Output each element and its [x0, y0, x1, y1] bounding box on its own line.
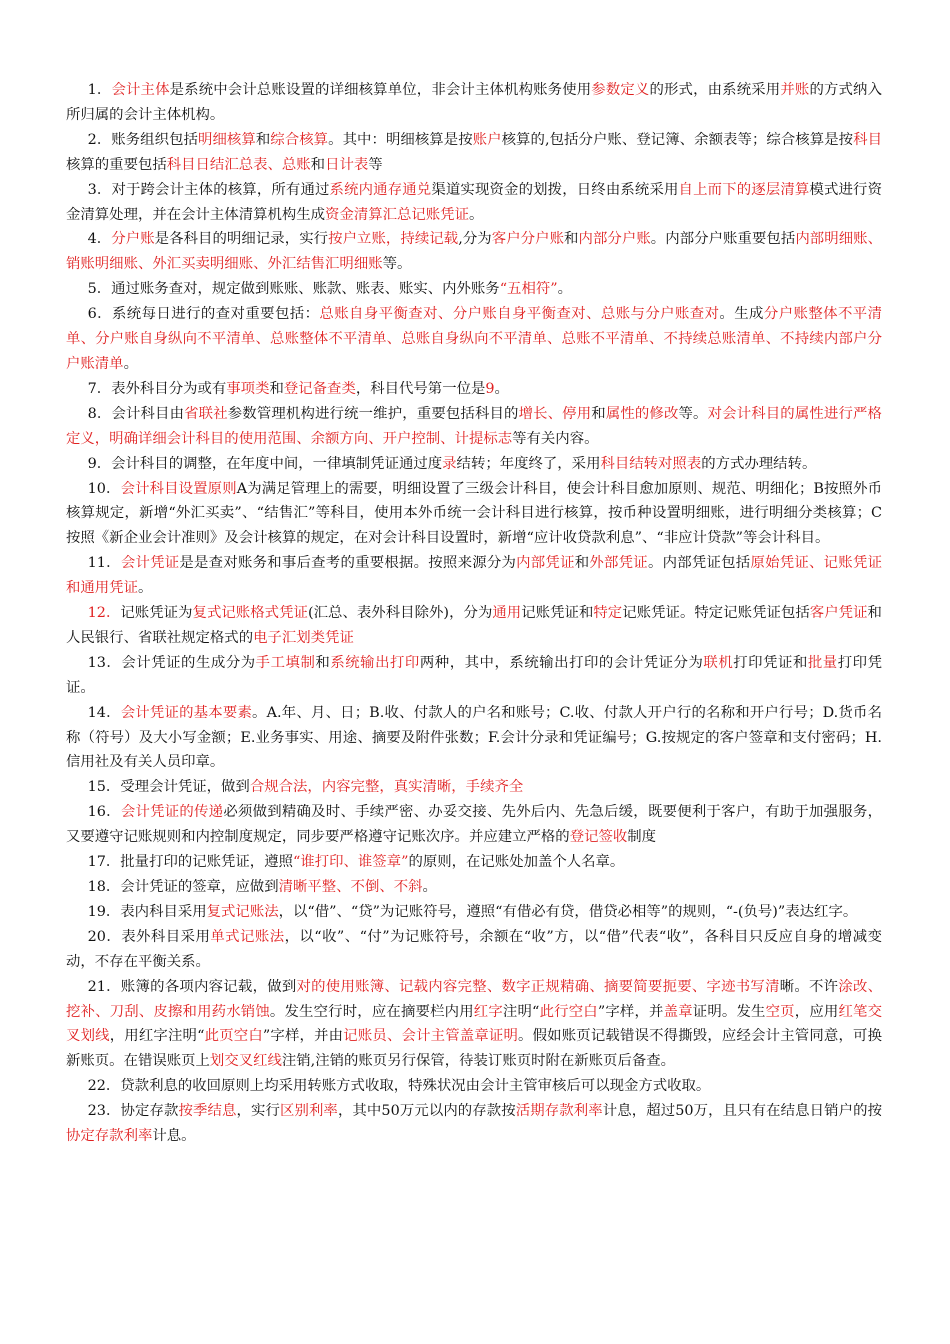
highlight-text: 客户分户账	[491, 231, 565, 248]
paragraph-18	[66, 875, 882, 900]
body-text: 16．	[87, 804, 121, 821]
body-text: 等有关内容。	[512, 430, 599, 447]
body-text: 计息，超过50万，且只有在结息日销户的按	[602, 1103, 882, 1120]
body-text: 23．协定存款	[87, 1103, 179, 1120]
body-text: 。	[494, 380, 509, 397]
highlight-text: 内部明细账、销账明细账、外汇买卖明细账、外汇结售汇明细账	[66, 231, 882, 273]
paragraph-17	[66, 850, 882, 875]
paragraph-22	[66, 1074, 882, 1099]
highlight-text: 对的使用账簿、记载内容完整、数字正规精确、摘要简要扼要、字迹书写清	[296, 978, 780, 995]
paragraph-21	[66, 975, 882, 1075]
body-text: 。假如账页记载错误不得撕毁，应经会计主管同意，可换新账页。在错误账页上	[66, 1028, 882, 1070]
highlight-text: 复式记账法	[206, 903, 279, 920]
highlight-text: 综合核算	[270, 131, 329, 148]
body-text: 计息。	[152, 1128, 196, 1145]
body-text: 两种，其中，系统输出打印的会计凭证分为	[419, 654, 704, 671]
highlight-text: 划交叉红线	[209, 1053, 282, 1070]
body-text: 10．	[87, 480, 121, 497]
highlight-text: “五相符”	[499, 281, 558, 298]
highlight-text: 客户凭证	[809, 605, 868, 622]
body-text: ，用红字注明“	[109, 1028, 205, 1045]
body-text: 和	[574, 555, 590, 572]
body-text: 5．通过账务查对，规定做到账账、账款、账表、账实、内外账务	[87, 281, 500, 298]
body-text: 和	[310, 156, 326, 173]
paragraph-14	[66, 701, 882, 776]
highlight-text: 事项类	[226, 380, 270, 397]
paragraph-11	[66, 551, 882, 601]
body-text: ，以“收”、“付”为记账符号，余额在“收”方，以“借”代表“收”，各科目只反应自身的增减变动，不存在平衡关系。	[66, 928, 882, 970]
body-text: 。A.年、月、日；B.收、付款人的户名和账号；C.收、付款人开户行的名称和开户行号；D.货币名称（符号）及大小写金额；E.业务事实、用途、摘要及附件张数；F.会计分录和凭证编号；G.按规定的客户签章和支付密码；H.信用社及有关人员印章。	[66, 704, 882, 771]
highlight-text: 内部分户账	[578, 231, 651, 248]
highlight-text: 记账员、会计主管盖章证明	[343, 1028, 519, 1045]
body-text: 。	[137, 580, 153, 597]
document-page	[66, 78, 882, 1149]
highlight-text: 登记签收	[569, 829, 628, 846]
body-text: 。生成	[719, 306, 764, 323]
body-text: 等	[368, 156, 383, 173]
body-text: (汇总、表外科目除外)，分为	[307, 605, 493, 622]
body-text: 13．会计凭证的生成分为	[87, 654, 256, 671]
body-text: 9．会计科目的调整，在年度中间，一律填制凭证通过度	[87, 455, 443, 472]
body-text: 22．贷款利息的收回原则上均采用转账方式收取，特殊状况由会计主管审核后可以现金方式收取。	[87, 1078, 711, 1095]
highlight-text: 盖章	[663, 1003, 693, 1020]
paragraph-5	[66, 277, 882, 302]
highlight-text: 会计凭证的基本要素	[120, 704, 253, 721]
paragraph-16	[66, 800, 882, 850]
body-text: 7．表外科目分为或有	[87, 380, 227, 397]
highlight-text: 并账	[780, 82, 810, 98]
highlight-text: 日计表	[325, 156, 369, 173]
body-text: ”字样，并由	[262, 1028, 344, 1045]
highlight-text: 联机	[703, 654, 734, 671]
highlight-text: 空页	[765, 1003, 795, 1020]
highlight-text: 分户账	[111, 231, 155, 248]
highlight-text: 电子汇划类凭证	[253, 629, 354, 646]
highlight-text: 系统内通存通兑	[329, 181, 432, 198]
highlight-text: 参数定义	[591, 82, 650, 98]
body-text: ，实行	[236, 1103, 280, 1120]
highlight-text: 此页空白	[204, 1028, 263, 1045]
highlight-text: 红笔交叉划线	[66, 1003, 882, 1045]
body-text: 证明。发生	[692, 1003, 766, 1020]
body-text: 21．账簿的各项内容记载，做到	[87, 978, 297, 995]
highlight-text: 清晰平整、不倒、不斜	[278, 879, 423, 895]
highlight-text: 系统输出打印	[330, 654, 420, 671]
highlight-text: 复式记账格式凭证	[192, 605, 308, 622]
paragraph-6	[66, 302, 882, 377]
highlight-text: 录	[442, 455, 457, 472]
body-text: 14．	[87, 704, 121, 721]
body-text: 18．会计凭证的签章，应做到	[87, 879, 279, 895]
body-text: 和	[591, 405, 606, 422]
highlight-text: 属性的修改	[605, 405, 679, 422]
paragraph-23	[66, 1099, 882, 1149]
paragraph-20	[66, 925, 882, 975]
body-text: 8．会计科目由	[87, 405, 185, 422]
body-text: 和	[255, 131, 271, 148]
highlight-text: 区别利率	[279, 1103, 338, 1120]
paragraph-12	[66, 601, 882, 651]
body-text: 核算的,包括分户账、登记簿、余额表等；综合核算是按	[501, 131, 854, 148]
body-text: 的方式办理结转。	[701, 455, 817, 472]
body-text: 和	[315, 654, 331, 671]
highlight-text: 协定存款利率	[66, 1128, 153, 1145]
body-text: 的原则，在记账处加盖个人名章。	[408, 854, 625, 871]
body-text: 等。	[678, 405, 708, 422]
highlight-text: 12．	[87, 605, 121, 622]
highlight-text: 特定	[593, 605, 623, 622]
highlight-text: 账户	[472, 131, 502, 148]
highlight-text: 分户账整体不平清单、分户账自身纵向不平清单、总账整体不平清单、总账自身纵向不平清单、总账不平清单、不持续总账清单、不持续内部户分户账清单	[66, 306, 882, 372]
highlight-text: 外部凭证	[589, 555, 648, 572]
body-text: 结转；年度终了，采用	[456, 455, 601, 472]
paragraph-9	[66, 452, 882, 477]
body-text: 记账凭证。特定记账凭证包括	[622, 605, 810, 622]
paragraph-10	[66, 477, 882, 552]
body-text: 2．账务组织包括	[87, 131, 198, 148]
paragraph-8	[66, 402, 882, 452]
body-text: 打印凭证和	[733, 654, 808, 671]
body-text: 记账凭证和	[521, 605, 594, 622]
body-text: 。	[123, 355, 138, 372]
body-text: 11．	[87, 555, 121, 572]
body-text: 4．	[87, 231, 112, 248]
highlight-text: 科目结转对照表	[600, 455, 702, 472]
body-text: 20．表外科目采用	[87, 928, 211, 945]
highlight-text: 增长、停用	[518, 405, 592, 422]
highlight-text: 合规合法，内容完整，真实清晰，手续齐全	[249, 779, 524, 796]
body-text: 6．系统每日进行的查对重要包括：	[87, 306, 320, 323]
highlight-text: 通用	[492, 605, 522, 622]
body-text: 和人民银行、省联社规定格式的	[66, 605, 882, 646]
body-text: A为满足管理上的需要，明细设置了三级会计科目，使会计科目愈加原则、规范、明细化；B按照外币核算规定，新增“外汇买卖”、“结售汇”等科目，使用本外币统一会计科目进行核算，按币种设置明细账，进行明细分类核算；C按照《新企业会计准则》及会计核算的规定，在对会计科目设置时，新增“应计收贷款利息”、“非应计贷款”等会计科目。	[66, 480, 882, 547]
body-text: 是是查对账务和事后查考的重要根据。按照来源分为	[179, 555, 517, 572]
body-text: ，其中50万元以内的存款按	[337, 1103, 516, 1120]
highlight-text: 登记备查类	[283, 380, 356, 397]
paragraph-1	[66, 78, 882, 128]
body-text: 晰。不许	[779, 978, 839, 995]
highlight-text: 内部凭证	[516, 555, 575, 572]
highlight-text: 批量	[807, 654, 838, 671]
body-text: 1．	[87, 82, 112, 98]
highlight-text: 9	[485, 380, 495, 397]
body-text: 模式进行资金清算处理，并在会计主体清算机构生成	[66, 181, 882, 223]
highlight-text: 对会计科目的属性进行严格定义，明确详细会计科目的使用范围、余额方向、开户控制、计提标志	[66, 405, 882, 447]
body-text: 注销,注销的账页另行保管，待装订账页时附在新账页后备查。	[281, 1053, 676, 1070]
body-text: 。内部凭证包括	[647, 555, 751, 572]
body-text: ,分为	[458, 231, 492, 248]
body-text: 记账凭证为	[120, 605, 193, 622]
body-text: 。其中：明细核算是按	[328, 131, 473, 148]
body-text: 核算的重要包括	[66, 156, 167, 173]
body-text: 渠道实现资金的划拨，日终由系统采用	[431, 181, 679, 198]
body-text: ，科目代号第一位是	[355, 380, 486, 397]
body-text: 19．表内科目采用	[87, 903, 207, 920]
highlight-text: 活期存款利率	[515, 1103, 603, 1120]
body-text: 。	[468, 206, 484, 223]
body-text: 。	[557, 281, 572, 298]
paragraph-4	[66, 227, 882, 277]
highlight-text: 涂改、挖补、刀刮、皮擦和用药水销蚀	[66, 978, 882, 1020]
highlight-text: 单式记账法	[210, 928, 285, 945]
body-text: 。内部分户账重要包括	[650, 231, 796, 248]
body-text: 是系统中会计总账设置的详细核算单位，非会计主体机构账务使用	[169, 82, 592, 98]
paragraph-15	[66, 775, 882, 800]
highlight-text: 总账自身平衡查对、分户账自身平衡查对、总账与分户账查对	[319, 306, 720, 323]
highlight-text: 科目日结汇总表、总账	[166, 156, 311, 173]
body-text: 和	[564, 231, 579, 248]
highlight-text: 会计凭证	[120, 555, 180, 572]
body-text: 是各科目的明细记录，实行	[154, 231, 329, 248]
highlight-text: 明细核算	[198, 131, 256, 148]
highlight-text: 会计凭证的传递	[120, 804, 224, 821]
highlight-text: 会计科目设置原则	[120, 480, 237, 497]
body-text: 注明“	[502, 1003, 540, 1020]
highlight-text: 此行空白	[539, 1003, 598, 1020]
body-text: 3．对于跨会计主体的核算，所有通过	[87, 181, 330, 198]
highlight-text: 省联社	[184, 405, 228, 422]
body-text: 必须做到精确及时、手续严密、办妥交接、先外后内、先急后缓，既要便利于客户，有助于加强服务，又要遵守记账规则和内控制度规定，同步要严格遵守记账次序。并应建立严格的	[66, 804, 882, 846]
highlight-text: 原始凭证、记账凭证和通用凭证	[66, 555, 882, 597]
body-text: ”字样，并	[597, 1003, 664, 1020]
body-text: ，以“借”、“贷”为记账符号，遵照“有借必有贷，借贷必相等”的规则，“-(负号)”表达红字。	[278, 903, 858, 920]
highlight-text: 按户立账，持续记载	[328, 231, 459, 248]
body-text: 等。	[382, 256, 412, 273]
body-text: 。	[422, 879, 437, 895]
highlight-text: 会计主体	[111, 82, 170, 98]
body-text: 15．受理会计凭证，做到	[87, 779, 250, 796]
highlight-text: 手工填制	[255, 654, 316, 671]
highlight-text: 科目	[853, 131, 882, 148]
highlight-text: 资金清算汇总记账凭证	[325, 206, 469, 223]
paragraph-13	[66, 651, 882, 701]
highlight-text: 按季结息	[178, 1103, 237, 1120]
body-text: 和	[269, 380, 284, 397]
body-text: 打印凭证。	[66, 654, 882, 696]
body-text: 。发生空行时，应在摘要栏内用	[269, 1003, 474, 1020]
paragraph-7	[66, 377, 882, 402]
body-text: ，应用	[794, 1003, 839, 1020]
paragraph-3	[66, 178, 882, 228]
highlight-text: 自上而下的逐层清算	[678, 181, 810, 198]
highlight-text: “谁打印、谁签章”	[293, 854, 409, 871]
highlight-text: 红字	[473, 1003, 503, 1020]
body-text: 的方式纳入所归属的会计主体机构。	[66, 82, 882, 123]
paragraph-19	[66, 900, 882, 925]
body-text: 的形式，由系统采用	[649, 82, 781, 98]
body-text: 17．批量打印的记账凭证，遵照	[87, 854, 293, 871]
paragraph-2	[66, 128, 882, 178]
body-text: 制度	[627, 829, 657, 846]
body-text: 参数管理机构进行统一维护，重要包括科目的	[227, 405, 519, 422]
